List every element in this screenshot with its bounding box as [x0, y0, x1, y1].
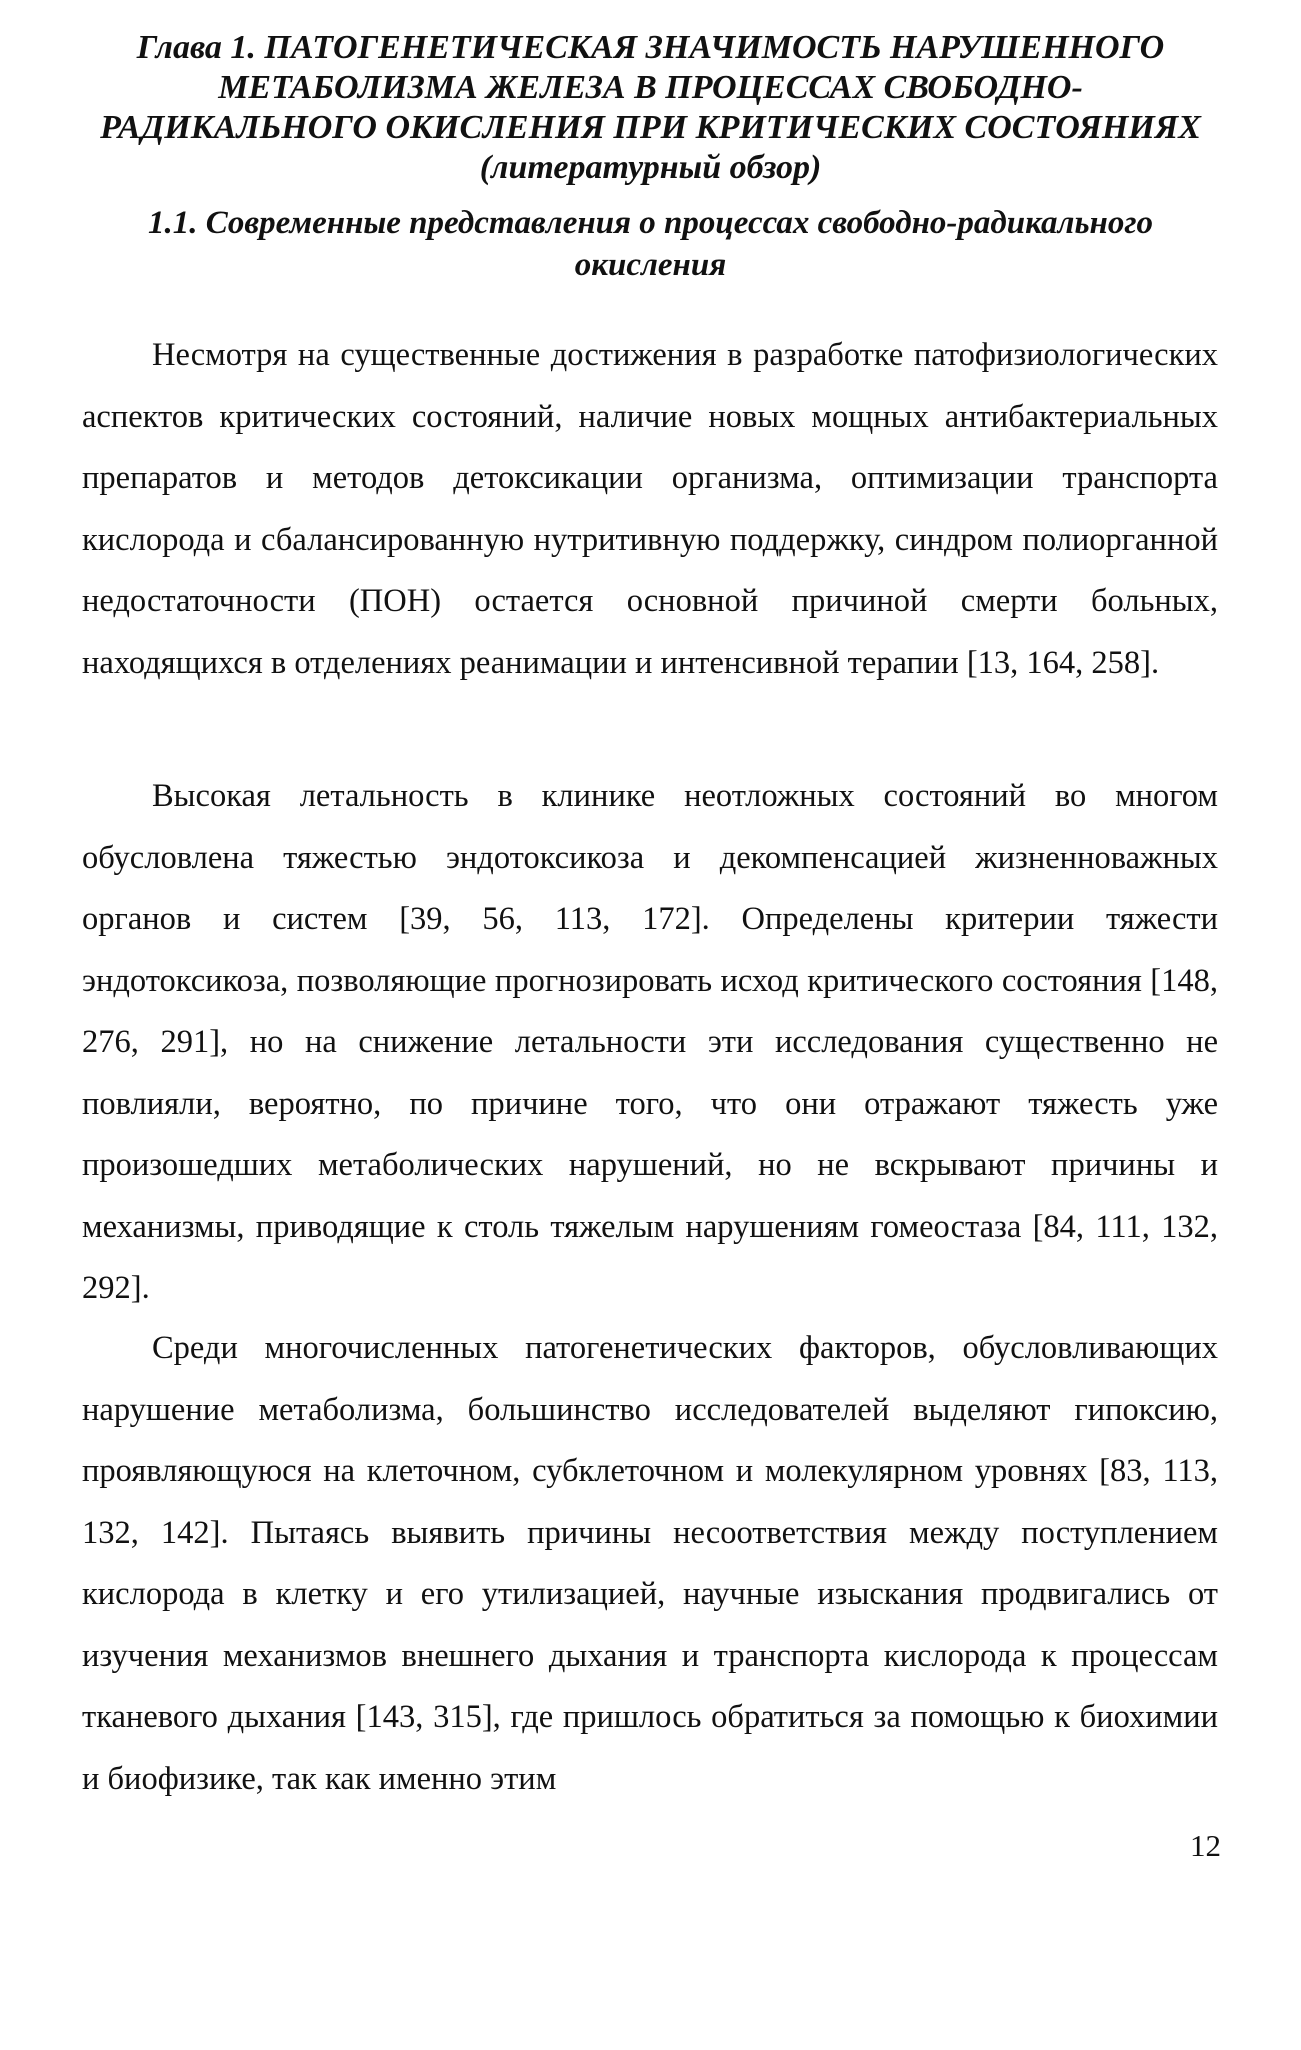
section-title-line-2: окисления: [574, 247, 727, 283]
section-title-line-1: 1.1. Современные представления о процессах свободно-радикального: [147, 205, 1154, 241]
chapter-title-line-3: РАДИКАЛЬНОГО ОКИСЛЕНИЯ ПРИ КРИТИЧЕСКИХ СОСТОЯНИЯХ: [100, 109, 1201, 146]
paragraph-1: Несмотря на существенные достижения в разработке патофизиологических аспектов критических состояний, наличие новых мощных антибактериальных препаратов и методов детоксикации организма, оптимизации транспорта кислорода и сбалансированную нутритивную поддержку, синдром полиорганной недостаточности (ПОН) остается основной причиной смерти больных, находящихся в отделениях реанимации и интенсивной терапии [13, 164, 258].: [82, 337, 1218, 681]
page-number: 12: [1190, 1828, 1221, 1863]
section-heading: [60, 202, 1241, 286]
chapter-title-line-2: МЕТАБОЛИЗМА ЖЕЛЕЗА В ПРОЦЕССАХ СВОБОДНО-: [218, 69, 1083, 106]
paragraph-2: Высокая летальность в клинике неотложных состояний во многом обусловлена тяжестью эндотоксикоза и декомпенсацией жизненноважных органов и систем [39, 56, 113, 172]. Определены критерии тяжести эндотоксикоза, позволяющие прогнозировать исход критического состояния [148, 276, 291], но на снижение летальности эти исследования существенно не повлияли, вероятно, по причине того, что они отражают тяжесть уже произошедших метаболических нарушений, но не вскрывают причины и механизмы, приводящие к столь тяжелым нарушениям гомеостаза [84, 111, 132, 292].: [82, 778, 1218, 1306]
chapter-title-line-4: (литературный обзор): [479, 149, 822, 186]
chapter-heading: [60, 28, 1241, 188]
paragraph-3: Среди многочисленных патогенетических факторов, обусловливающих нарушение метаболизма, большинство исследователей выделяют гипоксию, проявляющуюся на клеточном, субклеточном и молекулярном уровнях [83, 113, 132, 142]. Пытаясь выявить причины несоответствия между поступлением кислорода в клетку и его утилизацией, научные изыскания продвигались от изучения механизмов внешнего дыхания и транспорта кислорода к процессам тканевого дыхания [143, 315], где пришлось обратиться за помощью к биохимии и биофизике, так как именно этим: [82, 1330, 1218, 1797]
chapter-title-line-1: Глава 1. ПАТОГЕНЕТИЧЕСКАЯ ЗНАЧИМОСТЬ НАРУШЕННОГО: [136, 29, 1165, 66]
